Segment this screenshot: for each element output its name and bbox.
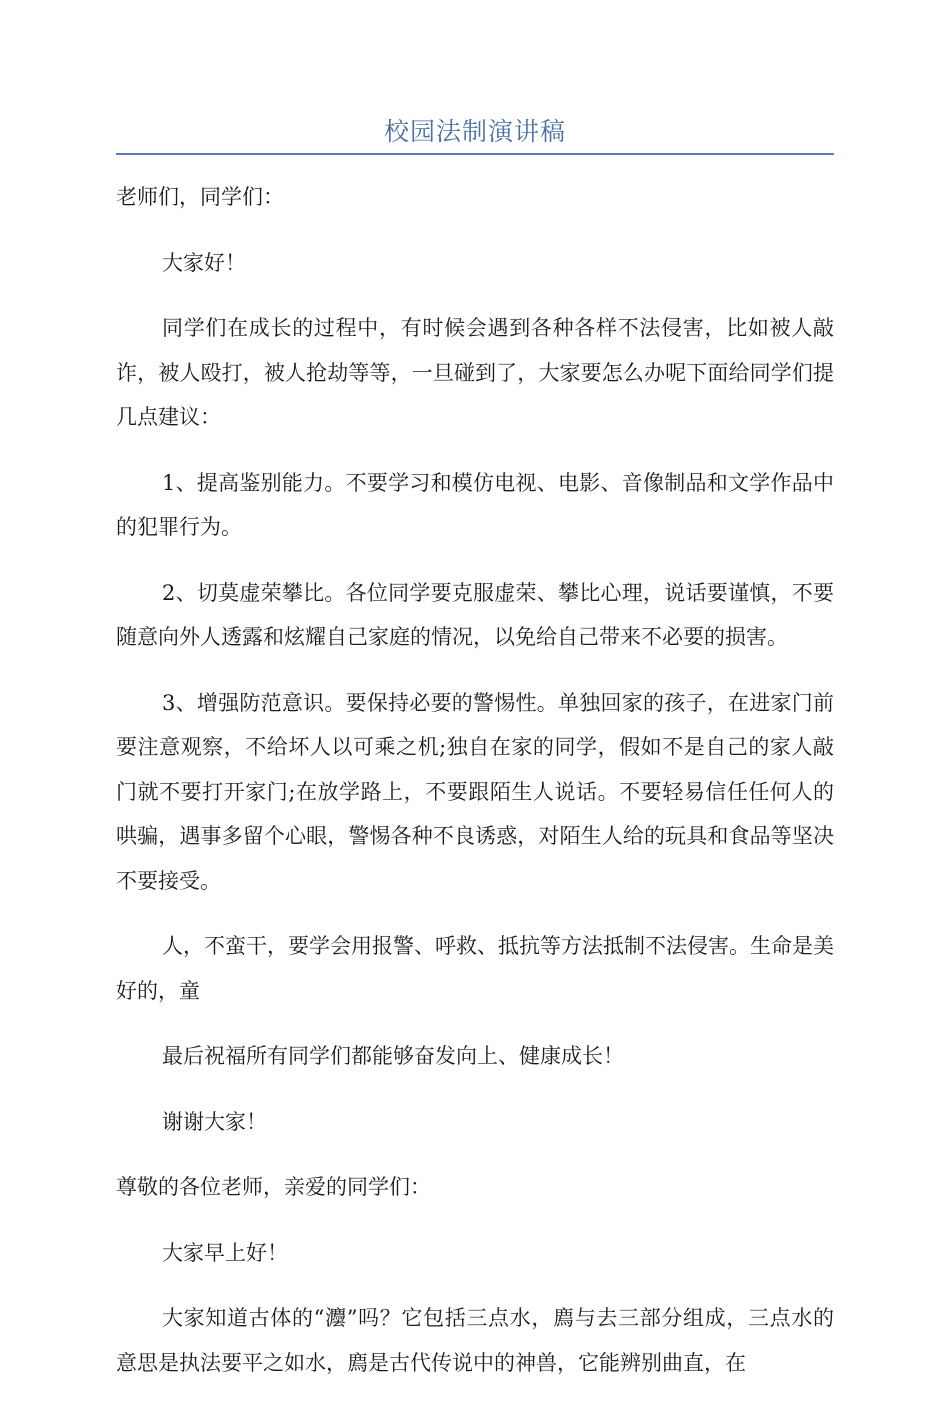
document-title: 校园法制演讲稿: [383, 117, 566, 146]
paragraph-greeting-2: 大家早上好！: [162, 1240, 288, 1265]
paragraph-thanks: 谢谢大家！: [162, 1109, 267, 1134]
paragraph-law-character: 大家知道古体的“灋”吗？它包括三点水，廌与去三部分组成，三点水的意思是执法要平之如水，廌是古代传说中的神兽，它能辨别曲直，在: [116, 1306, 834, 1375]
paragraph-greeting: 大家好！: [162, 250, 246, 275]
paragraph-fragment: 人，不蛮干，要学会用报警、呼救、抵抗等方法抵制不法侵害。生命是美好的，童: [116, 934, 834, 1003]
paragraph-suggestion-1: 1、提高鉴别能力。不要学习和模仿电视、电影、音像制品和文学作品中的犯罪行为。: [116, 470, 834, 539]
title-underline: [116, 153, 834, 155]
paragraph-salutation-2: 尊敬的各位老师，亲爱的同学们：: [116, 1175, 431, 1199]
paragraph-suggestion-2: 2、切莫虚荣攀比。各位同学要克服虚荣、攀比心理，说话要谨慎，不要随意向外人透露和炫耀自己家庭的情况，以免给自己带来不必要的损害。: [116, 580, 834, 649]
paragraph-closing-wish: 最后祝福所有同学们都能够奋发向上、健康成长！: [162, 1044, 624, 1068]
paragraph-intro: 同学们在成长的过程中，有时候会遇到各种各样不法侵害，比如被人敲诈，被人殴打，被人抢劫等等，一旦碰到了，大家要怎么办呢下面给同学们提几点建议：: [116, 316, 834, 429]
paragraph-salutation: 老师们，同学们：: [116, 185, 284, 209]
paragraph-suggestion-3: 3、增强防范意识。要保持必要的警惕性。单独回家的孩子，在进家门前要注意观察，不给坏人以可乘之机;独自在家的同学，假如不是自己的家人敲门就不要打开家门;在放学路上，不要跟陌生人说话。不要轻易信任任何人的哄骗，遇事多留个心眼，警惕各种不良诱惑，对陌生人给的玩具和食品等坚决不要接受。: [116, 690, 834, 893]
document-body: [116, 175, 834, 1406]
